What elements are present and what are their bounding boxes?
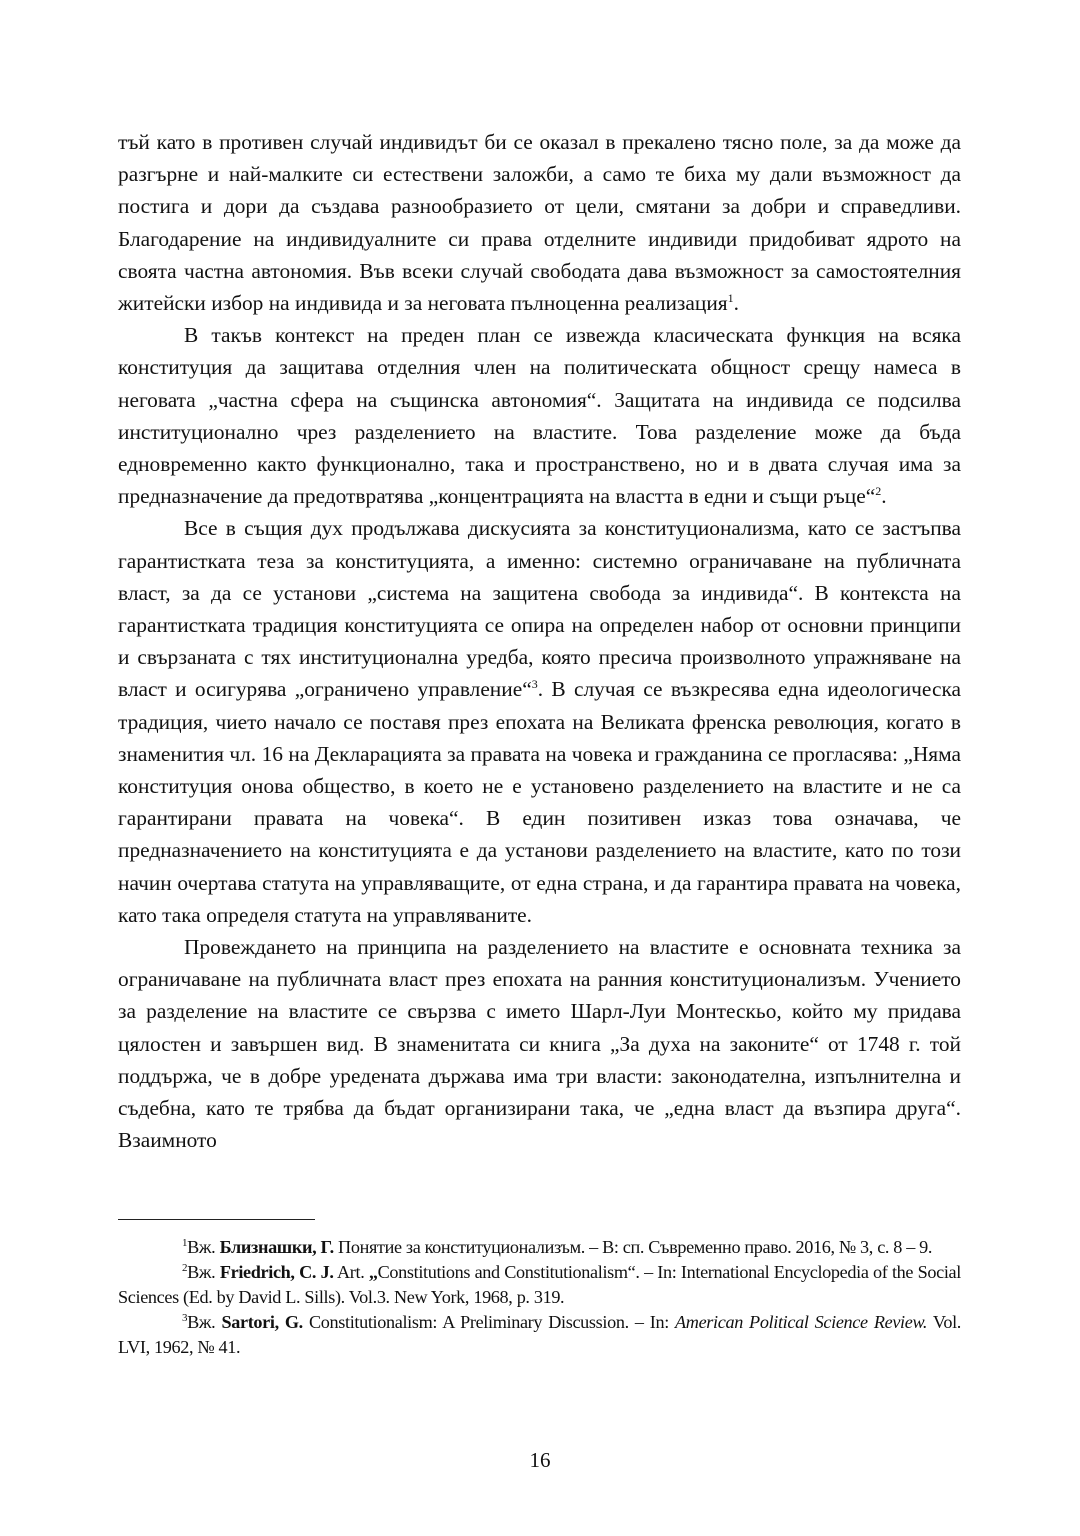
paragraph: В такъв контекст на преден план се извежда класическата функция на всяка конституция да защитава отделния член на политическата общност срещу намеса в неговата „частна сфера на същинска автономия“. Защитата на индивида се подсилва институционално чрез разделението на властите. Това разделение може да бъда едновременно както функционално, така и пространствено, но и в двата случая има за предназначение да предотвратява „концентрацията на властта в едни и същи ръце“$^2$. xyxy=(118,323,961,509)
footnote-author: Sartori, G. xyxy=(221,1312,303,1332)
footnote-3: $^3$Вж. Sartori, G. Constitutionalism: A Preliminary Discussion. – In: American Political Science Review. Vol. LVI, 1962, № 41. xyxy=(118,1311,961,1357)
footnote-2: $^2$Вж. Friedrich, C. J. Art. „Constitutions and Constitutionalism“. – In: International Encyclopedia of the Social Sciences (Ed. by David L. Sills). Vol.3. New York, 1968, p. 319. xyxy=(118,1261,961,1307)
footnote-divider xyxy=(118,1219,315,1220)
footnote-author: Близнашки, Г. xyxy=(219,1237,334,1257)
journal-title: American Political Science Review. xyxy=(675,1312,928,1332)
main-text xyxy=(118,126,961,1157)
footnote-ref-2: 2 xyxy=(875,484,882,499)
footnotes xyxy=(118,1235,961,1360)
paragraph: Все в същия дух продължава дискусията за конституционализма, като се застъпва гарантистката теза за конституцията, а именно: системно ограничаване на публичната власт, за да се установи „система на защитена свобода за индивида“. В контекста на гарантистката традиция конституцията се опира на определен набор от основни принципи и свързаната с тях институционална уредба, която пресича произволното упражняване на власт и осигурява „ограничено управление“$^3$. В случая се възкресява една идеологическа традиция, чието начало се поставя през епохата на Великата френска революция, когато в знаменития чл. 16 на Декларацията за правата на човека и гражданина се прогласява: „Няма конституция онова общество, в което не е установено разделението на властите и не са гарантирани правата на човека“. В един позитивен изказ това означава, че предназначението на конституцията е да установи разделението на властите, като по този начин очертава статута на управляващите, от една страна, и да гарантира правата на човека, като така определя статута на управляваните. xyxy=(118,516,962,927)
page-number: 16 xyxy=(529,1448,551,1472)
paragraph: тъй като в противен случай индивидът би се оказал в прекалено тясно поле, за да може да разгърне и най-малките си естествени заложби, а само те биха му дали възможност да постига и дори да създава разнообразието от цели, смятани за добри и справедливи. Благодарение на индивидуалните си права отделните индивиди придобиват ядрото на своята частна автономия. Във всеки случай свободата дава възможност за самостоятелния житейски избор на индивида и за неговата пълноценна реализация$^1$. xyxy=(118,130,961,316)
footnote-ref-3: 3 xyxy=(531,677,538,692)
footnote-author: Friedrich, C. J. xyxy=(219,1262,334,1282)
footnote-1: $^1$Вж. Близнашки, Г. Понятие за конституционализъм. – В: сп. Съвременно право. 2016, № 3, с. 8 – 9. xyxy=(182,1236,933,1257)
footnote-ref-1: 1 xyxy=(727,290,734,305)
paragraph: Провеждането на принципа на разделението на властите е основната техника за ограничаване на публичната власт през епохата на ранния конституционализъм. Учението за разделение на властите се свързва с името Шарл-Луи Монтескьо, който му придава цялостен и завършен вид. В знаменитата си книга „За духа на законите“ от 1748 г. той поддържа, че в добре уредената държава има три власти: законодателна, изпълнителна и съдебна, като те трябва да бъдат организирани така, че „една власт да възпира друга“. Взаимното xyxy=(118,935,961,1153)
